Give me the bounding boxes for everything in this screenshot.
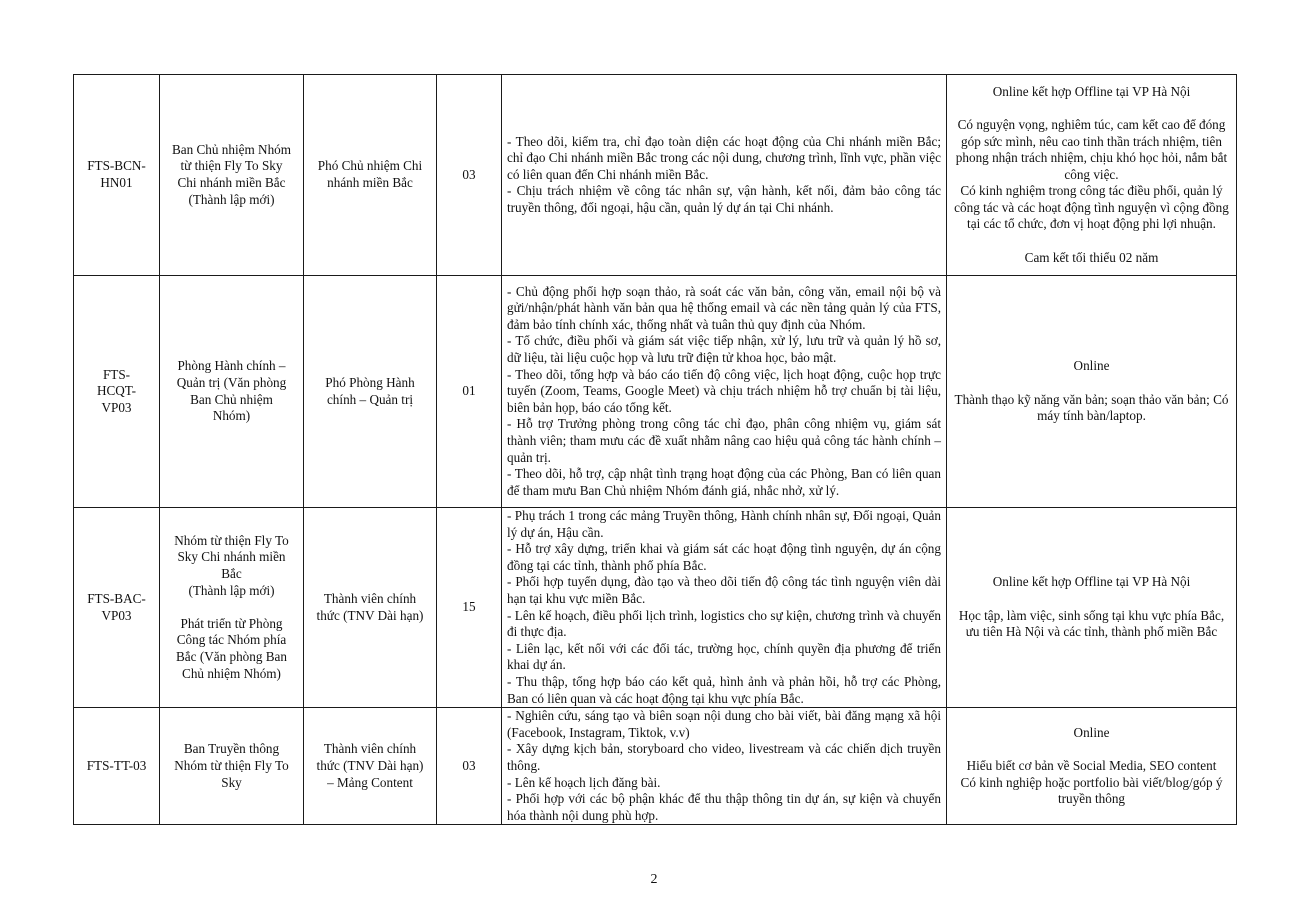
job-description: - Theo dõi, kiểm tra, chỉ đạo toàn diện các hoạt động của Chi nhánh miền Bắc; chỉ đạo Chi nhánh miền Bắc trong các nội dung, chương trình, lĩnh vực, phần việc có liên quan đến Chi nhánh miền Bắc. - Chịu trách nhiệm về công tác nhân sự, vận hành, kết nối, đảm bảo công tác truyền thông, đối ngoại, hậu cần, quản lý dự án tại Chi nhánh.: [507, 133, 941, 215]
quantity: 01: [462, 383, 476, 399]
department-name: Nhóm từ thiện Fly To Sky Chi nhánh miền Bắc (Thành lập mới) Phát triển từ Phòng Công tác Nhóm phía Bắc (Văn phòng Ban Chủ nhiệm Nhóm): [174, 532, 289, 681]
requirements: Online kết hợp Offline tại VP Hà Nội Có nguyện vọng, nghiêm túc, cam kết cao để đóng góp sức mình, nêu cao tinh thần trách nhiệm, tiên phong nhận trách nhiệm, chịu khó học hỏi, nắm bắt công việc. Có kinh nghiệm trong công tác điều phối, quản lý công tác và các hoạt động tình nguyện vì cộng đồng tại các tổ chức, đơn vị hoạt động phi lợi nhuận. Cam kết tối thiểu 02 năm: [954, 83, 1229, 265]
recruitment-table: [73, 74, 1237, 825]
job-description: - Chủ động phối hợp soạn thảo, rà soát các văn bản, công văn, email nội bộ và gửi/nhận/phát hành văn bản qua hệ thống email và các nền tảng quản lý của FTS, đảm bảo tính chính xác, thống nhất và tuân thủ quy định của Nhóm. - Tổ chức, điều phối và giám sát việc tiếp nhận, xử lý, lưu trữ và quản lý hồ sơ, dữ liệu, tài liệu cuộc họp và lưu trữ điện tử khoa học, bảo mật. - Theo dõi, tổng hợp và báo cáo tiến độ công việc, lịch hoạt động, cuộc họp trực tuyến (Zoom, Teams, Google Meet) và chịu trách nhiệm hỗ trợ chuẩn bị tài liệu, biên bản họp, báo cáo tổng kết. - Hỗ trợ Trưởng phòng trong công tác chỉ đạo, phân công nhiệm vụ, giám sát thành viên; tham mưu các đề xuất nhằm nâng cao hiệu quả công tác hành chính – quản trị. - Theo dõi, hỗ trợ, cập nhật tình trạng hoạt động của các Phòng, Ban có liên quan để tham mưu Ban Chủ nhiệm Nhóm đánh giá, nhắc nhở, xử lý.: [507, 283, 941, 498]
job-description-cell: [502, 708, 947, 825]
requirements: Online kết hợp Offline tại VP Hà Nội Học tập, làm việc, sinh sống tại khu vực phía Bắc, ưu tiên Hà Nội và các tỉnh, thành phố miền Bắc: [958, 574, 1225, 640]
requirements: Online Thành thạo kỹ năng văn bản; soạn thảo văn bản; Có máy tính bàn/laptop.: [954, 358, 1229, 424]
position-title: Phó Chủ nhiệm Chi nhánh miền Bắc: [317, 158, 423, 190]
position-code-cell: [74, 276, 160, 508]
quantity-cell: [437, 75, 502, 276]
position-code: FTS-BAC- VP03: [87, 590, 146, 623]
requirements: Online Hiểu biết cơ bản về Social Media, SEO content Có kinh nghiệp hoặc portfolio bài viết/blog/góp ý truyền thông: [960, 724, 1223, 807]
position-title: Thành viên chính thức (TNV Dài hạn) – Mảng Content: [316, 741, 424, 790]
position-title-cell: [304, 708, 437, 825]
department-cell: [160, 75, 304, 276]
quantity: 15: [462, 599, 476, 615]
department-name: Ban Chủ nhiệm Nhóm từ thiện Fly To Sky Chi nhánh miền Bắc (Thành lập mới): [171, 141, 292, 207]
position-code-cell: [74, 75, 160, 276]
job-description: - Phụ trách 1 trong các mảng Truyền thông, Hành chính nhân sự, Đối ngoại, Quản lý dự án, Hậu cần. - Hỗ trợ xây dựng, triển khai và giám sát các hoạt động tình nguyện, dự án cộng đồng tại các tỉnh, thành phố phía Bắc. - Phối hợp tuyển dụng, đào tạo và theo dõi tiến độ công tác tình nguyện viên dài hạn tại khu vực miền Bắc. - Lên kế hoạch, điều phối lịch trình, logistics cho sự kiện, chương trình và chuyến đi thực địa. - Liên lạc, kết nối với các đối tác, trường học, chính quyền địa phương để triển khai dự án. - Thu thập, tổng hợp báo cáo kết quả, hình ảnh và phản hồi, hỗ trợ các Phòng, Ban có liên quan và các hoạt động tại khu vực phía Bắc.: [507, 508, 941, 706]
position-title-cell: [304, 508, 437, 708]
quantity-cell: [437, 508, 502, 708]
quantity: 03: [462, 757, 476, 773]
requirements-cell: [947, 276, 1237, 508]
job-description: - Nghiên cứu, sáng tạo và biên soạn nội dung cho bài viết, bài đăng mạng xã hội (Facebook, Instagram, Tiktok, v.v) - Xây dựng kịch bản, storyboard cho video, livestream và các chiến dịch truyền thông. - Lên kế hoạch lịch đăng bài. - Phối hợp với các bộ phận khác để thu thập thông tin dự án, sự kiện và chuyển hóa thành nội dung phù hợp.: [507, 708, 941, 823]
page-number: 2: [650, 872, 658, 887]
department-cell: [160, 276, 304, 508]
department-name: Phòng Hành chính – Quản trị (Văn phòng Ban Chủ nhiệm Nhóm): [176, 358, 287, 424]
table-row: [74, 276, 1237, 508]
job-description-cell: [502, 508, 947, 708]
position-title-cell: [304, 75, 437, 276]
position-title: Thành viên chính thức (TNV Dài hạn): [316, 590, 424, 623]
requirements-cell: [947, 708, 1237, 825]
position-code: FTS- HCQT- VP03: [96, 366, 137, 415]
department-cell: [160, 708, 304, 825]
table-row: [74, 508, 1237, 708]
position-code: FTS-TT-03: [86, 757, 147, 773]
department-name: Ban Truyền thông Nhóm từ thiện Fly To Sky: [174, 741, 289, 790]
department-cell: [160, 508, 304, 708]
position-title: Phó Phòng Hành chính – Quản trị: [325, 374, 415, 407]
requirements-cell: [947, 75, 1237, 276]
requirements-cell: [947, 508, 1237, 708]
table-row: [74, 75, 1237, 276]
position-title-cell: [304, 276, 437, 508]
position-code: FTS-BCN- HN01: [87, 158, 146, 190]
table-row: [74, 708, 1237, 825]
quantity-cell: [437, 276, 502, 508]
quantity-cell: [437, 708, 502, 825]
quantity: 03: [462, 166, 476, 182]
job-description-cell: [502, 75, 947, 276]
position-code-cell: [74, 708, 160, 825]
job-description-cell: [502, 276, 947, 508]
position-code-cell: [74, 508, 160, 708]
